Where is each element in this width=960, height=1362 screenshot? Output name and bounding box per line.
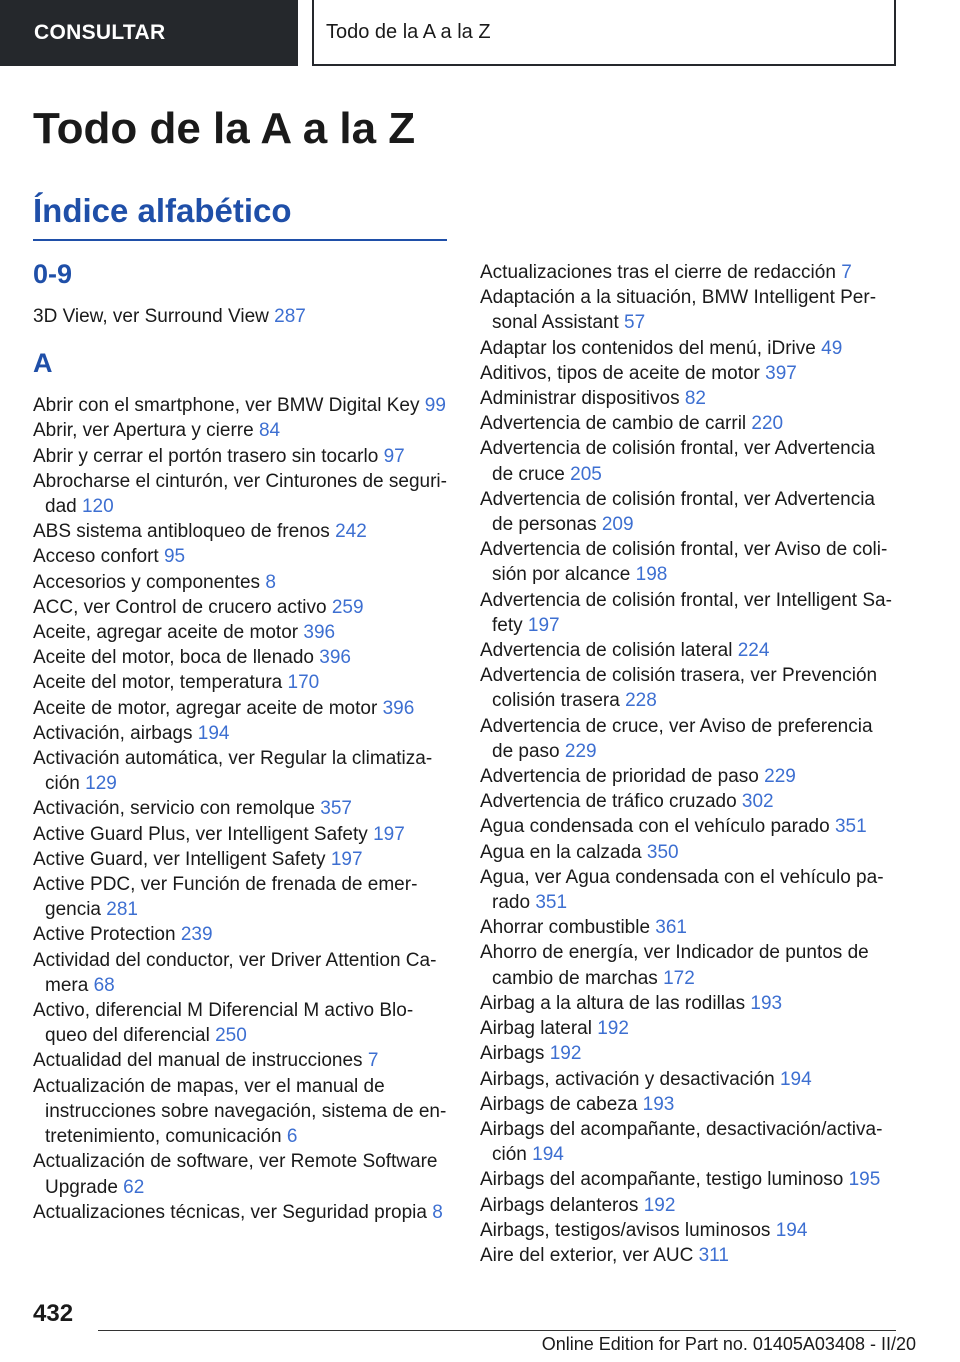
index-entry — [33, 746, 449, 796]
page-reference-link[interactable]: 7 — [367, 1050, 379, 1072]
entry-text: Adaptación a la situación, BMW Intelligent Personal Assistant — [480, 287, 877, 334]
index-entry — [33, 796, 449, 821]
index-entry — [480, 411, 896, 436]
index-entry — [480, 386, 896, 411]
page-reference-link[interactable]: 192 — [597, 1018, 629, 1040]
index-entry — [33, 544, 449, 569]
page-title: Todo de la A a la Z — [33, 104, 416, 153]
index-entry — [33, 948, 449, 998]
index-entry — [480, 789, 896, 814]
page-reference-link[interactable]: 205 — [570, 463, 602, 485]
entry-text: Active Protection — [33, 924, 181, 946]
index-entry — [33, 1074, 449, 1150]
index-entry — [33, 670, 449, 695]
page-header — [0, 0, 960, 66]
page-reference-link[interactable]: 281 — [106, 899, 138, 921]
index-entry — [33, 872, 449, 922]
entry-text: Airbags del acompañante, testigo luminoso — [480, 1169, 849, 1191]
entry-text: Airbags de cabeza — [480, 1093, 643, 1115]
entry-text: Acceso confort — [33, 546, 164, 568]
page-reference-link[interactable]: 172 — [663, 967, 695, 989]
entry-text: Advertencia de colisión trasera, ver Prevención colisión trasera — [480, 665, 878, 712]
index-entry — [480, 764, 896, 789]
page-reference-link[interactable]: 198 — [635, 564, 668, 586]
index-entry — [33, 645, 449, 670]
entry-text: Aire del exterior, ver AUC — [480, 1244, 699, 1266]
page-reference-link[interactable]: 351 — [834, 816, 867, 838]
entry-text: Ahorrar combustible — [480, 917, 656, 939]
index-entry — [33, 469, 449, 519]
entry-text: Actualizaciones técnicas, ver Seguridad propia — [33, 1201, 433, 1223]
entry-text: Advertencia de colisión frontal, ver Advertencia de personas — [480, 488, 875, 536]
entry-text: Administrar dispositivos — [480, 388, 685, 410]
page-reference-link[interactable]: 120 — [81, 496, 114, 518]
page-reference-link[interactable]: 8 — [265, 571, 276, 593]
entry-text: Agua condensada con el vehículo parado — [480, 816, 835, 838]
entry-text: Actualización de mapas, ver el manual de instrucciones sobre navegación, sistema de entretenimiento, comunicación — [33, 1075, 447, 1148]
entry-text: Adaptar los contenidos del menú, iDrive — [480, 337, 822, 359]
page-reference-link[interactable]: 82 — [684, 388, 706, 410]
index-entry — [33, 620, 449, 645]
entry-text: Actividad del conductor, ver Driver Attention Camera — [33, 949, 437, 996]
index-entry — [480, 336, 896, 361]
page-reference-link[interactable]: 351 — [535, 892, 568, 914]
index-entry — [33, 922, 449, 947]
index-entry — [480, 285, 896, 335]
chapter-tab: Todo de la A a la Z — [312, 0, 896, 66]
page-reference-link[interactable]: 170 — [287, 672, 320, 694]
index-entry — [480, 1067, 896, 1092]
edition-footer: Online Edition for Part no. 01405A03408 - II/20 — [541, 1334, 916, 1354]
entry-text: Aceite del motor, boca de llenado — [33, 647, 320, 669]
entry-text: ABS sistema antibloqueo de frenos — [33, 521, 336, 543]
page-reference-link[interactable]: 194 — [775, 1219, 808, 1241]
index-entry — [33, 304, 449, 329]
index-entry — [480, 1117, 896, 1167]
subtitle-underline — [33, 239, 447, 241]
page-reference-link[interactable]: 6 — [286, 1126, 298, 1148]
page-reference-link[interactable]: 396 — [303, 622, 336, 644]
page-reference-link[interactable]: 220 — [751, 413, 784, 435]
entry-text: Abrir con el smartphone, ver BMW Digital Key — [33, 395, 425, 417]
entry-text: Airbags delanteros — [480, 1194, 644, 1216]
index-entry — [480, 1092, 896, 1117]
page-reference-link[interactable]: 229 — [764, 766, 796, 788]
page-reference-link[interactable]: 397 — [765, 362, 797, 384]
entry-text: Abrocharse el cinturón, ver Cinturones de seguridad — [33, 470, 447, 518]
entries-0-9 — [33, 304, 449, 329]
index-entry — [480, 814, 896, 839]
page-reference-link[interactable]: 129 — [85, 773, 117, 795]
entries-a-continued — [480, 260, 896, 1268]
page-reference-link[interactable]: 194 — [779, 1068, 812, 1090]
page-reference-link[interactable]: 195 — [848, 1169, 881, 1191]
page-reference-link[interactable]: 287 — [274, 306, 306, 327]
index-entry — [480, 1218, 896, 1243]
index-entry — [480, 1167, 896, 1192]
index-entry — [480, 940, 896, 990]
page-reference-link[interactable]: 350 — [646, 841, 679, 863]
entry-text: Advertencia de colisión lateral — [480, 640, 738, 662]
index-entry — [480, 487, 896, 537]
page-reference-link[interactable]: 193 — [750, 992, 783, 1014]
page-reference-link[interactable]: 228 — [625, 690, 657, 712]
page-reference-link[interactable]: 95 — [163, 546, 186, 568]
index-entry — [33, 847, 449, 872]
section-heading-a: A — [33, 348, 53, 379]
entry-text: Actualizaciones tras el cierre de redacción — [480, 262, 842, 283]
index-entry — [33, 393, 449, 418]
index-column-left — [33, 256, 449, 1225]
entry-text: Abrir y cerrar el portón trasero sin tocarlo — [33, 445, 384, 467]
page-reference-link[interactable]: 7 — [841, 262, 852, 283]
entry-text: Agua en la calzada — [480, 841, 647, 863]
page-reference-link[interactable]: 259 — [331, 596, 364, 618]
index-entry — [33, 1149, 449, 1199]
index-entry — [33, 696, 449, 721]
index-entry — [33, 998, 449, 1048]
page-reference-link[interactable]: 357 — [320, 798, 352, 820]
page-reference-link[interactable]: 209 — [601, 514, 634, 536]
index-entry — [480, 1193, 896, 1218]
page-reference-link[interactable]: 68 — [93, 974, 115, 996]
entries-a — [33, 393, 449, 1225]
entry-text: 3D View, ver Surround View — [33, 306, 275, 327]
page-reference-link[interactable]: 57 — [624, 312, 646, 334]
entry-text: Aceite, agregar aceite de motor — [33, 622, 304, 644]
index-entry — [480, 361, 896, 386]
entry-text: Airbag lateral — [480, 1018, 598, 1040]
index-entry — [33, 1048, 449, 1073]
index-entry — [33, 519, 449, 544]
entry-text: Airbags del acompañante, desactivación/activación — [480, 1118, 883, 1166]
entry-text: Activación automática, ver Regular la climatización — [33, 748, 433, 795]
page-reference-link[interactable]: 197 — [527, 614, 560, 636]
page-reference-link[interactable]: 192 — [643, 1194, 676, 1216]
entry-text: Actualidad del manual de instrucciones — [33, 1050, 368, 1072]
section-heading-0-9: 0-9 — [33, 259, 73, 289]
index-column-right — [480, 260, 896, 1268]
page-reference-link[interactable]: 49 — [821, 337, 843, 359]
page-reference-link[interactable]: 224 — [737, 640, 770, 662]
page-reference-link[interactable]: 242 — [335, 521, 367, 543]
entry-text: Aceite de motor, agregar aceite de motor — [33, 697, 383, 719]
entry-text: Abrir, ver Apertura y cierre — [33, 420, 259, 442]
entry-text: ACC, ver Control de crucero activo — [33, 596, 332, 618]
index-subtitle: Índice alfabético — [33, 192, 292, 229]
index-entry — [480, 260, 896, 285]
page-reference-link[interactable]: 361 — [655, 917, 687, 939]
entry-text: Airbag a la altura de las rodillas — [480, 992, 751, 1014]
entry-text: Advertencia de cambio de carril — [480, 413, 752, 435]
index-entry — [33, 570, 449, 595]
section-tab: CONSULTAR — [0, 0, 298, 66]
page-reference-link[interactable]: 97 — [383, 445, 405, 467]
index-entry — [480, 663, 896, 713]
entry-text: Activación, airbags — [33, 722, 198, 744]
page-reference-link[interactable]: 396 — [382, 697, 415, 719]
entry-text: Advertencia de cruce, ver Aviso de preferencia de paso — [480, 715, 873, 762]
entry-text: Airbags, testigos/avisos luminosos — [480, 1219, 776, 1241]
page-reference-link[interactable]: 229 — [564, 740, 597, 762]
page-reference-link[interactable]: 197 — [330, 848, 363, 870]
entry-text: Accesorios y componentes — [33, 571, 266, 593]
page-reference-link[interactable]: 84 — [258, 420, 281, 442]
index-entry — [33, 721, 449, 746]
page-reference-link[interactable]: 62 — [123, 1176, 145, 1198]
page-reference-link[interactable]: 311 — [698, 1244, 729, 1266]
page-reference-link[interactable]: 194 — [197, 722, 230, 744]
index-entry — [33, 418, 449, 443]
page-reference-link[interactable]: 8 — [432, 1201, 443, 1223]
footer-rule — [98, 1330, 896, 1331]
index-entry — [480, 1041, 896, 1066]
entry-text: Aditivos, tipos de aceite de motor — [480, 362, 766, 384]
index-entry — [480, 991, 896, 1016]
entry-text: Airbags — [480, 1043, 550, 1065]
entry-text: Advertencia de colisión frontal, ver Advertencia de cruce — [480, 438, 875, 485]
page-reference-link[interactable]: 193 — [642, 1093, 675, 1115]
page-number: 432 — [33, 1300, 74, 1327]
index-entry — [480, 1016, 896, 1041]
index-entry — [480, 865, 896, 915]
index-entry — [480, 1243, 896, 1268]
page-reference-link[interactable]: 239 — [180, 924, 213, 946]
page-reference-link[interactable]: 197 — [373, 823, 405, 845]
index-entry — [480, 714, 896, 764]
page-reference-link[interactable]: 192 — [549, 1043, 582, 1065]
entry-text: Airbags, activación y desactivación — [480, 1068, 780, 1090]
entry-text: Activación, servicio con remolque — [33, 798, 321, 820]
entry-text: Active Guard, ver Intelligent Safety — [33, 848, 331, 870]
page-reference-link[interactable]: 396 — [319, 647, 351, 669]
entry-text: Advertencia de tráfico cruzado — [480, 791, 742, 813]
index-entry — [33, 444, 449, 469]
entry-text: Aceite del motor, temperatura — [33, 672, 288, 694]
index-entry — [480, 436, 896, 486]
entry-text: Activo, diferencial M Diferencial M activo Bloqueo del diferencial — [33, 1000, 414, 1047]
index-entry — [33, 1200, 449, 1225]
index-entry — [33, 822, 449, 847]
index-entry — [480, 915, 896, 940]
index-entry — [480, 638, 896, 663]
entry-text: Agua, ver Agua condensada con el vehículo parado — [480, 866, 884, 914]
entry-text: Advertencia de colisión frontal, ver Aviso de colisión por alcance — [480, 539, 888, 586]
page-reference-link[interactable]: 250 — [215, 1025, 247, 1047]
page-reference-link[interactable]: 302 — [741, 791, 774, 813]
index-entry — [480, 588, 896, 638]
entry-text: Actualización de software, ver Remote Software Upgrade — [33, 1151, 438, 1198]
entry-text: Advertencia de prioridad de paso — [480, 766, 765, 788]
page-reference-link[interactable]: 194 — [532, 1144, 564, 1166]
index-entry — [480, 840, 896, 865]
entry-text: Advertencia de colisión frontal, ver Intelligent Safety — [480, 589, 892, 636]
entry-text: Active Guard Plus, ver Intelligent Safety — [33, 823, 374, 845]
index-entry — [480, 537, 896, 587]
entry-text: Ahorro de energía, ver Indicador de puntos de cambio de marchas — [480, 942, 869, 989]
entry-text: Active PDC, ver Función de frenada de emergencia — [33, 874, 418, 921]
index-entry — [33, 595, 449, 620]
page-reference-link[interactable]: 99 — [424, 395, 446, 417]
